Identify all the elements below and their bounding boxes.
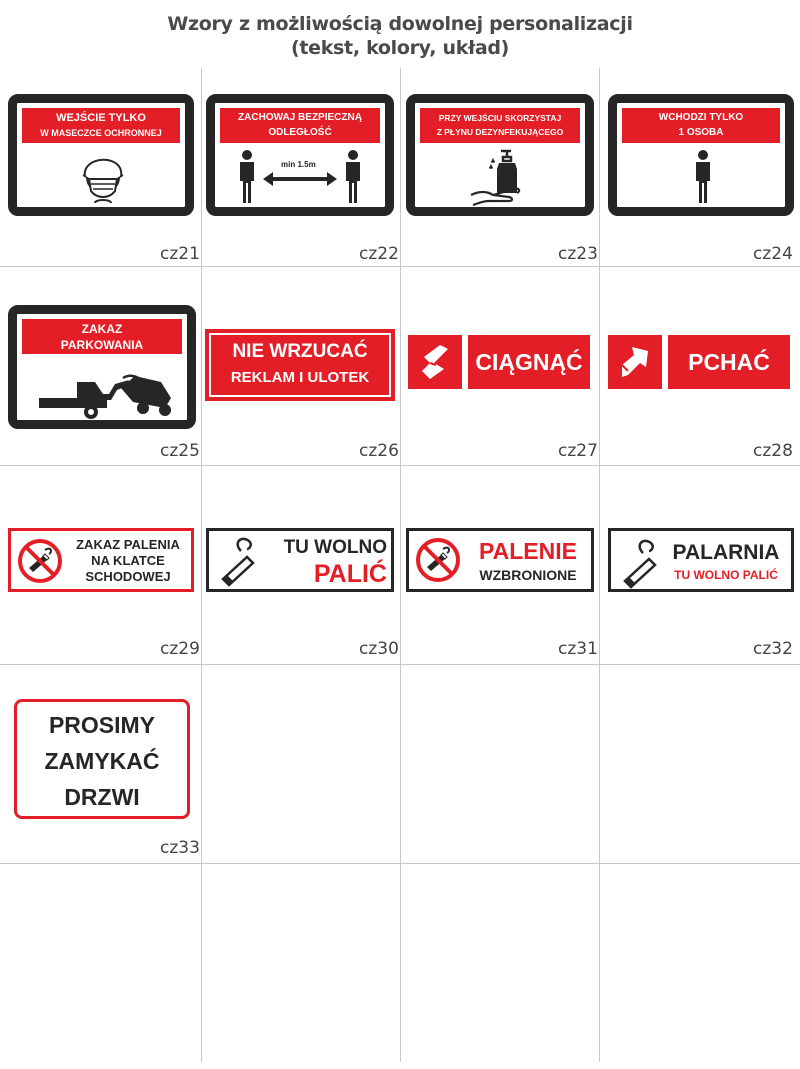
sign-red-bar xyxy=(22,319,182,354)
sign-code: cz33 xyxy=(160,838,200,858)
sign-code: cz27 xyxy=(558,441,598,461)
header-subtitle: (tekst, kolory, układ) xyxy=(290,37,510,59)
sign-cz30[interactable] xyxy=(206,528,394,592)
sign-cz25[interactable] xyxy=(8,305,196,429)
sign-code: cz23 xyxy=(558,244,598,264)
sign-cz29[interactable] xyxy=(8,528,194,592)
no-smoking-icon xyxy=(415,537,461,583)
sign-cz22[interactable] xyxy=(206,94,394,216)
header xyxy=(0,12,800,60)
sign-text: PALENIE xyxy=(479,538,577,564)
sign-cz26[interactable] xyxy=(205,329,395,401)
grid-line xyxy=(0,266,800,267)
sign-cz24[interactable] xyxy=(608,94,794,216)
grid-line xyxy=(0,465,800,466)
icon-box xyxy=(408,335,462,389)
sign-text: WZBRONIONE xyxy=(479,567,577,583)
sign-code: cz22 xyxy=(359,244,399,264)
grid-line xyxy=(0,664,800,665)
sign-code: cz26 xyxy=(359,441,399,461)
text-box xyxy=(668,335,790,389)
sign-code: cz28 xyxy=(753,441,793,461)
sign-cz32[interactable] xyxy=(608,528,794,592)
sign-text: PALIĆ xyxy=(313,560,387,588)
sign-text: PRZY WEJŚCIU SKORZYSTAJ xyxy=(438,113,562,123)
push-hand-icon xyxy=(618,343,652,381)
sign-text: WCHODZI TYLKO xyxy=(658,112,744,123)
sign-text: WEJŚCIE TYLKO xyxy=(56,112,146,124)
sign-text: CIĄGNĄĆ xyxy=(475,349,583,375)
sign-code: cz30 xyxy=(359,639,399,659)
sign-text: W MASECZCE OCHRONNEJ xyxy=(40,128,162,138)
sign-text: NA KLATCE xyxy=(91,553,165,568)
sign-text: PROSIMY xyxy=(48,712,156,738)
sign-text: PALARNIA xyxy=(672,541,780,564)
sign-text: TU WOLNO xyxy=(283,537,387,558)
sign-text: ZAKAZ PALENIA xyxy=(76,537,180,552)
sign-text: DRZWI xyxy=(64,784,140,810)
pull-hand-icon xyxy=(420,343,450,381)
sign-cz27[interactable] xyxy=(408,335,590,389)
sign-red-bar xyxy=(622,108,780,143)
sign-text: REKLAM I ULOTEK xyxy=(230,369,370,386)
sign-cz31[interactable] xyxy=(406,528,594,592)
sign-text: SCHODOWEJ xyxy=(85,569,171,584)
grid-line xyxy=(400,68,401,1062)
cigarette-icon xyxy=(219,537,259,587)
sign-cz33[interactable] xyxy=(14,699,190,819)
sign-text: ZACHOWAJ BEZPIECZNĄ xyxy=(238,112,362,123)
distance-people-icon xyxy=(235,149,365,205)
sign-code: cz32 xyxy=(753,639,793,659)
icon-box xyxy=(608,335,662,389)
header-title: Wzory z możliwością dowolnej personalizacji xyxy=(167,13,633,35)
sign-text: ZAKAZ xyxy=(81,322,123,336)
sign-code: cz24 xyxy=(753,244,793,264)
grid-line xyxy=(201,68,202,1062)
sign-text: ZAMYKAĆ xyxy=(44,748,160,774)
sanitizer-icon xyxy=(469,145,533,207)
sign-text: Z PŁYNU DEZYNFEKUJĄCEGO xyxy=(436,127,564,137)
grid-line xyxy=(0,863,800,864)
sign-code: cz29 xyxy=(160,639,200,659)
text-box xyxy=(468,335,590,389)
sign-cz23[interactable] xyxy=(406,94,594,216)
sign-text: PARKOWANIA xyxy=(60,338,144,352)
sign-text: 1 OSOBA xyxy=(678,127,724,138)
face-mask-icon xyxy=(75,147,131,205)
sign-text: NIE WRZUCAĆ xyxy=(232,341,368,362)
sign-code: cz21 xyxy=(160,244,200,264)
sign-text: ODLEGŁOŚĆ xyxy=(268,127,332,138)
sign-cz21[interactable] xyxy=(8,94,194,216)
sign-red-bar xyxy=(22,108,180,143)
sign-text: TU WOLNO PALIĆ xyxy=(674,568,778,582)
sign-code: cz31 xyxy=(558,639,598,659)
grid-line xyxy=(599,68,600,1062)
person-icon xyxy=(691,149,715,205)
sign-red-bar xyxy=(220,108,380,143)
sign-red-bar xyxy=(420,108,580,143)
distance-label: min 1.5m xyxy=(281,160,316,169)
sign-cz28[interactable] xyxy=(608,335,790,389)
sign-text: PCHAĆ xyxy=(688,349,770,375)
cigarette-icon xyxy=(621,539,661,589)
sign-code: cz25 xyxy=(160,441,200,461)
no-smoking-icon xyxy=(17,538,63,584)
tow-truck-icon xyxy=(37,364,177,420)
